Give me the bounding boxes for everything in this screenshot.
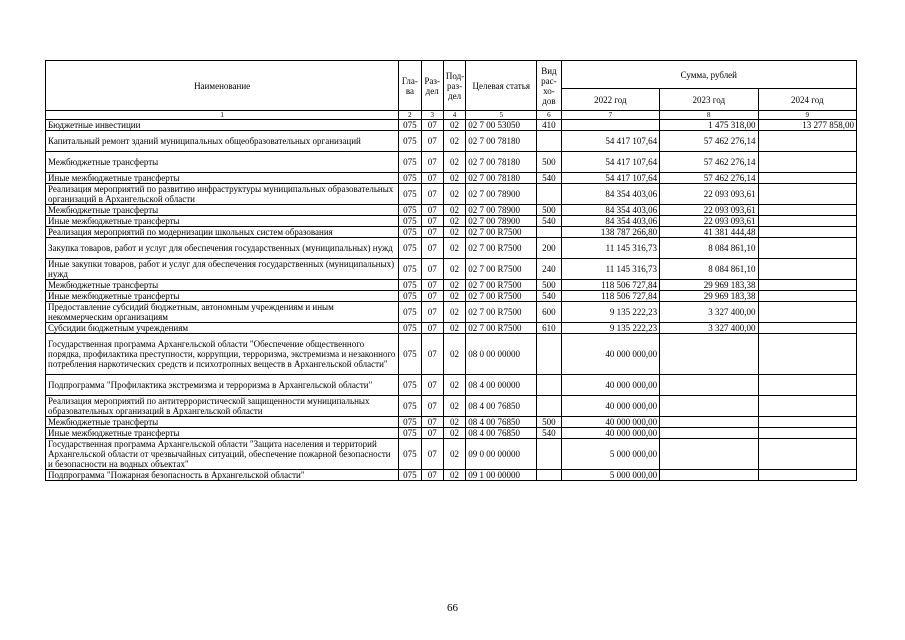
table-cell-razdel: 07 [421,417,443,428]
table-cell-vid: 240 [537,259,561,280]
header-glava: Гла-ва [399,61,421,111]
table-cell-2022: 40 000 000,00 [561,428,659,439]
table-cell-2023: 22 093 093,61 [660,216,758,227]
table-cell-glava: 075 [399,291,421,302]
table-cell-2024 [758,323,856,334]
table-cell-glava: 075 [399,216,421,227]
table-cell-target: 02 7 00 78180 [466,131,537,152]
table-cell-2023: 29 969 183,38 [660,291,758,302]
table-cell-2022: 40 000 000,00 [561,375,659,396]
table-cell-target: 02 7 00 78180 [466,152,537,173]
table-row [46,152,857,173]
table-cell-razdel: 07 [421,205,443,216]
table-cell-target: 08 4 00 76850 [466,428,537,439]
table-cell-vid: 540 [537,216,561,227]
table-cell-vid [537,470,561,481]
header-name: Наименование [46,61,399,111]
table-cell-target: 02 7 00 R7500 [466,302,537,323]
header-razdel: Раз-дел [421,61,443,111]
table-row [46,302,857,323]
table-row [46,131,857,152]
table-cell-razdel: 07 [421,439,443,470]
table-cell-podrazdel: 02 [443,439,465,470]
table-cell-2024 [758,302,856,323]
table-row [46,120,857,131]
table-cell-2022: 118 506 727,84 [561,291,659,302]
table-cell-glava: 075 [399,334,421,375]
table-row [46,280,857,291]
column-index: 5 [466,111,537,120]
table-cell-target: 09 0 00 00000 [466,439,537,470]
table-cell-vid: 540 [537,428,561,439]
table-cell-2023: 57 462 276,14 [660,152,758,173]
table-cell-2024 [758,280,856,291]
table-cell-2022: 84 354 403,06 [561,205,659,216]
table-cell-podrazdel: 02 [443,470,465,481]
table-cell-glava: 075 [399,428,421,439]
table-cell-vid [537,375,561,396]
table-cell-vid: 500 [537,417,561,428]
table-cell-2024 [758,227,856,238]
header-target: Целевая статья [466,61,537,111]
table-cell-2022: 11 145 316,73 [561,238,659,259]
table-cell-podrazdel: 02 [443,205,465,216]
table-cell-2023: 3 327 400,00 [660,302,758,323]
table-cell-name: Иные закупки товаров, работ и услуг для обеспечения государственных (муниципальных) нужд [46,259,399,280]
table-cell-vid: 540 [537,173,561,184]
table-row [46,238,857,259]
header-podrazdel: Под-раз-дел [443,61,465,111]
table-cell-glava: 075 [399,259,421,280]
table-cell-target: 02 7 00 R7500 [466,291,537,302]
table-cell-2022: 5 000 000,00 [561,470,659,481]
table-cell-name: Государственная программа Архангельской области "Защита населения и территорий Архангельской области от чрезвычайных ситуаций, обеспечение пожарной безопасности и безопасности на водных объектах" [46,439,399,470]
table-cell-target: 02 7 00 R7500 [466,259,537,280]
table-cell-podrazdel: 02 [443,259,465,280]
table-cell-razdel: 07 [421,375,443,396]
table-cell-2023 [660,428,758,439]
table-cell-glava: 075 [399,120,421,131]
table-cell-podrazdel: 02 [443,280,465,291]
table-cell-vid [537,396,561,417]
table-cell-name: Бюджетные инвестиции [46,120,399,131]
table-cell-razdel: 07 [421,302,443,323]
column-index-row [46,111,857,120]
table-cell-glava: 075 [399,470,421,481]
header-year-2022: 2022 год [561,89,659,111]
table-cell-glava: 075 [399,417,421,428]
table-cell-2023: 8 084 861,10 [660,238,758,259]
column-index: 1 [46,111,399,120]
table-cell-glava: 075 [399,396,421,417]
table-cell-name: Субсидии бюджетным учреждениям [46,323,399,334]
table-cell-razdel: 07 [421,227,443,238]
table-cell-vid: 500 [537,280,561,291]
table-cell-2024 [758,291,856,302]
table-cell-razdel: 07 [421,152,443,173]
table-cell-vid: 410 [537,120,561,131]
table-cell-target: 09 1 00 00000 [466,470,537,481]
table-cell-razdel: 07 [421,216,443,227]
column-index: 2 [399,111,421,120]
table-row [46,439,857,470]
table-cell-podrazdel: 02 [443,291,465,302]
table-cell-2023: 41 381 444,48 [660,227,758,238]
table-cell-2024 [758,238,856,259]
table-cell-vid: 500 [537,152,561,173]
table-cell-vid [537,184,561,205]
table-cell-2023 [660,375,758,396]
table-cell-glava: 075 [399,152,421,173]
table-cell-podrazdel: 02 [443,152,465,173]
table-row [46,323,857,334]
table-cell-2023 [660,334,758,375]
table-cell-vid [537,227,561,238]
table-cell-razdel: 07 [421,470,443,481]
table-row [46,375,857,396]
table-cell-podrazdel: 02 [443,417,465,428]
table-cell-2024 [758,470,856,481]
table-cell-2023 [660,396,758,417]
table-cell-target: 02 7 00 53050 [466,120,537,131]
table-cell-name: Реализация мероприятий по развитию инфраструктуры муниципальных образовательных организаций в Архангельской области [46,184,399,205]
table-cell-2024 [758,417,856,428]
table-cell-target: 02 7 00 R7500 [466,238,537,259]
header-year-2023: 2023 год [660,89,758,111]
table-cell-razdel: 07 [421,396,443,417]
table-cell-podrazdel: 02 [443,184,465,205]
header-vid: Вид рас-хо-дов [537,61,561,111]
column-index: 8 [660,111,758,120]
table-row [46,216,857,227]
table-row [46,259,857,280]
table-cell-name: Закупка товаров, работ и услуг для обеспечения государственных (муниципальных) нужд [46,238,399,259]
header-sum: Сумма, рублей [561,61,856,89]
table-cell-2024 [758,131,856,152]
table-cell-name: Государственная программа Архангельской области "Обеспечение общественного порядка, профилактика преступности, коррупции, терроризма, экстремизма и незаконного потребления наркотических средств и психотропных веществ в Архангельской области" [46,334,399,375]
table-cell-podrazdel: 02 [443,428,465,439]
table-cell-glava: 075 [399,184,421,205]
table-cell-vid: 500 [537,205,561,216]
table-row [46,291,857,302]
table-cell-glava: 075 [399,280,421,291]
table-cell-2023: 1 475 318,00 [660,120,758,131]
table-cell-target: 02 7 00 78180 [466,173,537,184]
table-cell-podrazdel: 02 [443,216,465,227]
table-cell-podrazdel: 02 [443,238,465,259]
table-cell-name: Межбюджетные трансферты [46,280,399,291]
table-cell-vid: 610 [537,323,561,334]
table-cell-name: Капитальный ремонт зданий муниципальных общеобразовательных организаций [46,131,399,152]
table-cell-podrazdel: 02 [443,173,465,184]
table-row [46,396,857,417]
table-cell-2023: 57 462 276,14 [660,173,758,184]
table-cell-2022: 40 000 000,00 [561,334,659,375]
column-index: 7 [561,111,659,120]
table-cell-2022: 84 354 403,06 [561,184,659,205]
table-cell-vid [537,334,561,375]
table-cell-glava: 075 [399,205,421,216]
table-cell-podrazdel: 02 [443,131,465,152]
table-cell-name: Иные межбюджетные трансферты [46,216,399,227]
table-cell-name: Подпрограмма "Пожарная безопасность в Архангельской области" [46,470,399,481]
table-cell-2022: 5 000 000,00 [561,439,659,470]
table-cell-2024 [758,439,856,470]
table-cell-2022: 11 145 316,73 [561,259,659,280]
table-cell-podrazdel: 02 [443,375,465,396]
table-cell-target: 08 0 00 00000 [466,334,537,375]
table-cell-podrazdel: 02 [443,120,465,131]
table-cell-name: Иные межбюджетные трансферты [46,173,399,184]
table-cell-2024 [758,173,856,184]
table-cell-vid: 600 [537,302,561,323]
table-cell-vid [537,131,561,152]
table-cell-name: Предоставление субсидий бюджетным, автономным учреждениям и иным некоммерческим организациям [46,302,399,323]
table-cell-razdel: 07 [421,173,443,184]
table-cell-razdel: 07 [421,131,443,152]
header-year-2024: 2024 год [758,89,856,111]
table-cell-podrazdel: 02 [443,334,465,375]
table-cell-target: 02 7 00 R7500 [466,323,537,334]
table-cell-glava: 075 [399,323,421,334]
table-cell-2022 [561,120,659,131]
table-cell-vid: 200 [537,238,561,259]
table-cell-2022: 54 417 107,64 [561,152,659,173]
table-cell-2024 [758,334,856,375]
table-cell-target: 02 7 00 78900 [466,205,537,216]
table-cell-2022: 9 135 222,23 [561,302,659,323]
table-cell-target: 02 7 00 78900 [466,184,537,205]
table-cell-2023 [660,417,758,428]
table-cell-name: Межбюджетные трансферты [46,205,399,216]
table-cell-2024 [758,205,856,216]
table-cell-podrazdel: 02 [443,323,465,334]
table-cell-2022: 138 787 266,80 [561,227,659,238]
table-cell-vid: 540 [537,291,561,302]
table-cell-razdel: 07 [421,184,443,205]
table-row [46,205,857,216]
table-row [46,184,857,205]
table-cell-2022: 40 000 000,00 [561,417,659,428]
table-cell-2023: 29 969 183,38 [660,280,758,291]
page-number: 66 [447,602,458,614]
table-cell-podrazdel: 02 [443,227,465,238]
table-cell-glava: 075 [399,302,421,323]
table-cell-2024 [758,428,856,439]
table-cell-2022: 54 417 107,64 [561,131,659,152]
table-cell-name: Иные межбюджетные трансферты [46,428,399,439]
table-cell-target: 08 4 00 76850 [466,396,537,417]
table-cell-razdel: 07 [421,238,443,259]
table-cell-glava: 075 [399,375,421,396]
table-cell-podrazdel: 02 [443,302,465,323]
table-cell-glava: 075 [399,131,421,152]
table-cell-target: 08 4 00 00000 [466,375,537,396]
table-cell-name: Межбюджетные трансферты [46,152,399,173]
table-cell-razdel: 07 [421,428,443,439]
table-cell-vid [537,439,561,470]
table-cell-razdel: 07 [421,120,443,131]
table-cell-target: 02 7 00 78900 [466,216,537,227]
table-cell-glava: 075 [399,227,421,238]
table-cell-2023: 3 327 400,00 [660,323,758,334]
table-cell-name: Подпрограмма "Профилактика экстремизма и терроризма в Архангельской области" [46,375,399,396]
table-cell-2024 [758,184,856,205]
column-index: 4 [443,111,465,120]
table-row [46,227,857,238]
table-cell-name: Реализация мероприятий по антитеррористической защищенности муниципальных образовательных организаций в Архангельской области [46,396,399,417]
table-cell-target: 02 7 00 R7500 [466,280,537,291]
table-row [46,428,857,439]
table-cell-razdel: 07 [421,280,443,291]
table-cell-2024: 13 277 858,00 [758,120,856,131]
table-cell-2023: 22 093 093,61 [660,184,758,205]
table-cell-2022: 84 354 403,06 [561,216,659,227]
table-cell-2024 [758,396,856,417]
budget-table [45,60,857,481]
table-cell-2022: 54 417 107,64 [561,173,659,184]
table-cell-razdel: 07 [421,334,443,375]
table-row [46,334,857,375]
table-cell-2024 [758,375,856,396]
table-cell-2023: 57 462 276,14 [660,131,758,152]
table-cell-razdel: 07 [421,259,443,280]
table-cell-2022: 40 000 000,00 [561,396,659,417]
table-cell-target: 08 4 00 76850 [466,417,537,428]
table-cell-razdel: 07 [421,323,443,334]
table-row [46,173,857,184]
table-cell-target: 02 7 00 R7500 [466,227,537,238]
column-index: 6 [537,111,561,120]
column-index: 9 [758,111,856,120]
table-cell-glava: 075 [399,173,421,184]
table-cell-2024 [758,152,856,173]
table-row [46,417,857,428]
table-cell-2023 [660,470,758,481]
column-index: 3 [421,111,443,120]
table-cell-glava: 075 [399,238,421,259]
table-cell-2023: 8 084 861,10 [660,259,758,280]
table-cell-2023 [660,439,758,470]
table-cell-name: Межбюджетные трансферты [46,417,399,428]
table-cell-2024 [758,216,856,227]
table-cell-2022: 9 135 222,23 [561,323,659,334]
table-cell-podrazdel: 02 [443,396,465,417]
table-cell-2024 [758,259,856,280]
table-cell-2023: 22 093 093,61 [660,205,758,216]
table-cell-name: Реализация мероприятий по модернизации школьных систем образования [46,227,399,238]
table-cell-glava: 075 [399,439,421,470]
table-row [46,470,857,481]
table-cell-razdel: 07 [421,291,443,302]
table-cell-2022: 118 506 727,84 [561,280,659,291]
table-cell-name: Иные межбюджетные трансферты [46,291,399,302]
